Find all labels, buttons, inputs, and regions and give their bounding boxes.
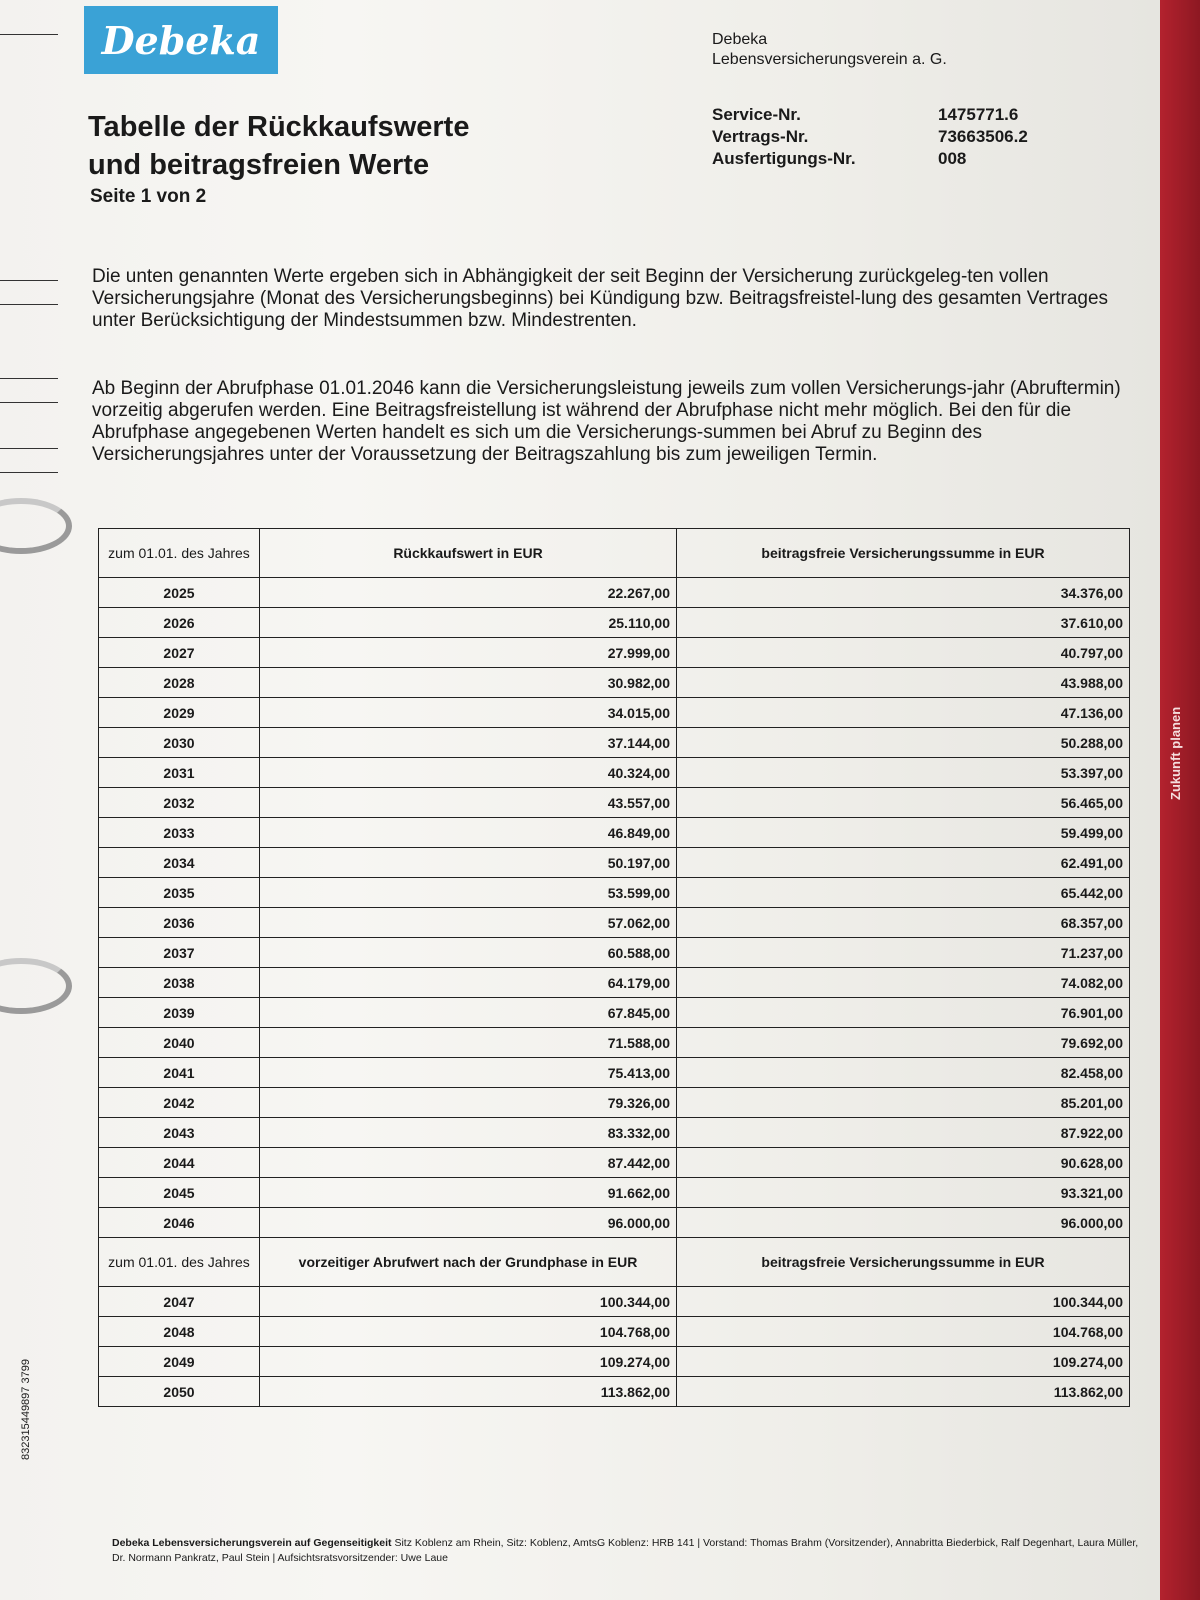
year-cell: 2049 [99, 1347, 260, 1377]
year-cell: 2028 [99, 668, 260, 698]
year-cell: 2048 [99, 1317, 260, 1347]
intro-paragraph: Die unten genannten Werte ergeben sich in Abhängigkeit der seit Beginn der Versicherung zurückgeleg-ten vollen Versicherungsjahre (Monat des Versicherungsbeginns) bei Kündigung bzw. Beitragsfreistel-lung des gesamten Vertrages unter Berücksichtigung der Mindestsummen bzw. Mindestrenten. [92, 266, 1109, 331]
table-header-row [99, 529, 1130, 578]
free-sum-cell: 47.136,00 [677, 698, 1130, 728]
year-cell: 2026 [99, 608, 260, 638]
table-row [99, 1347, 1130, 1377]
table-row [99, 698, 1130, 728]
value-cell: 46.849,00 [260, 818, 677, 848]
footer-company: Debeka Lebensversicherungsverein auf Gegenseitigkeit [112, 1537, 392, 1549]
value-cell: 96.000,00 [260, 1208, 677, 1238]
binder-cover-edge [1160, 0, 1200, 1600]
free-sum-cell: 82.458,00 [677, 1058, 1130, 1088]
value-cell: 83.332,00 [260, 1118, 677, 1148]
document-number: 832315449897 3799 [20, 1359, 32, 1460]
value-cell: 34.015,00 [260, 698, 677, 728]
year-cell: 2041 [99, 1058, 260, 1088]
free-sum-cell: 76.901,00 [677, 998, 1130, 1028]
company-address [712, 30, 947, 70]
year-cell: 2029 [99, 698, 260, 728]
value-cell: 71.588,00 [260, 1028, 677, 1058]
year-cell: 2038 [99, 968, 260, 998]
table-row [99, 1377, 1130, 1407]
free-sum-cell: 62.491,00 [677, 848, 1130, 878]
free-sum-cell: 104.768,00 [677, 1317, 1130, 1347]
meta-label: Service-Nr. [712, 105, 801, 124]
table-row [99, 668, 1130, 698]
meta-row [712, 126, 1028, 148]
binder-mark [0, 280, 58, 281]
title-line-1: Tabelle der Rückkaufswerte [88, 111, 470, 143]
free-sum-cell: 40.797,00 [677, 638, 1130, 668]
free-sum-cell: 96.000,00 [677, 1208, 1130, 1238]
value-cell: 40.324,00 [260, 758, 677, 788]
value-cell: 87.442,00 [260, 1148, 677, 1178]
table-row [99, 998, 1130, 1028]
year-cell: 2043 [99, 1118, 260, 1148]
page-title [88, 108, 469, 184]
value-cell: 37.144,00 [260, 728, 677, 758]
header-free-sum: beitragsfreie Versicherungssumme in EUR [677, 529, 1130, 578]
value-cell: 27.999,00 [260, 638, 677, 668]
year-cell: 2037 [99, 938, 260, 968]
table-header-row [99, 1238, 1130, 1287]
free-sum-cell: 100.344,00 [677, 1287, 1130, 1317]
debeka-logo: Debeka [84, 6, 278, 74]
year-cell: 2047 [99, 1287, 260, 1317]
year-cell: 2025 [99, 578, 260, 608]
binder-mark [0, 378, 58, 379]
table-row [99, 788, 1130, 818]
table-row [99, 1287, 1130, 1317]
value-cell: 100.344,00 [260, 1287, 677, 1317]
table-row [99, 908, 1130, 938]
table-row [99, 1118, 1130, 1148]
value-cell: 50.197,00 [260, 848, 677, 878]
binder-mark [0, 402, 58, 403]
company-name: Debeka [712, 31, 768, 48]
contract-meta [712, 104, 1028, 170]
table-row [99, 608, 1130, 638]
free-sum-cell: 50.288,00 [677, 728, 1130, 758]
free-sum-cell: 79.692,00 [677, 1028, 1130, 1058]
free-sum-cell: 93.321,00 [677, 1178, 1130, 1208]
year-cell: 2050 [99, 1377, 260, 1407]
meta-value: 73663506.2 [938, 127, 1028, 146]
free-sum-cell: 59.499,00 [677, 818, 1130, 848]
value-cell: 113.862,00 [260, 1377, 677, 1407]
free-sum-cell: 87.922,00 [677, 1118, 1130, 1148]
table-row [99, 1148, 1130, 1178]
year-cell: 2035 [99, 878, 260, 908]
free-sum-cell: 34.376,00 [677, 578, 1130, 608]
free-sum-cell: 74.082,00 [677, 968, 1130, 998]
header-value: vorzeitiger Abrufwert nach der Grundphase in EUR [260, 1238, 677, 1287]
value-cell: 57.062,00 [260, 908, 677, 938]
footer [112, 1536, 1152, 1566]
table-row [99, 1178, 1130, 1208]
free-sum-cell: 109.274,00 [677, 1347, 1130, 1377]
value-cell: 91.662,00 [260, 1178, 677, 1208]
title-line-2: und beitragsfreien Werte [88, 149, 430, 181]
binder-mark [0, 472, 58, 473]
table-row [99, 1208, 1130, 1238]
meta-value: 008 [938, 149, 967, 168]
year-cell: 2039 [99, 998, 260, 1028]
free-sum-cell: 37.610,00 [677, 608, 1130, 638]
table-row [99, 878, 1130, 908]
company-legal-name: Lebensversicherungsverein a. G. [712, 51, 947, 68]
meta-value: 1475771.6 [938, 105, 1019, 124]
free-sum-cell: 113.862,00 [677, 1377, 1130, 1407]
year-cell: 2040 [99, 1028, 260, 1058]
table-row [99, 1028, 1130, 1058]
year-cell: 2030 [99, 728, 260, 758]
binder-mark [0, 448, 58, 449]
table-row [99, 848, 1130, 878]
cover-slogan: Zukunft planen [1168, 706, 1183, 800]
free-sum-cell: 71.237,00 [677, 938, 1130, 968]
year-cell: 2045 [99, 1178, 260, 1208]
free-sum-cell: 43.988,00 [677, 668, 1130, 698]
free-sum-cell: 85.201,00 [677, 1088, 1130, 1118]
meta-label: Vertrags-Nr. [712, 127, 809, 146]
table-row [99, 938, 1130, 968]
page-number: Seite 1 von 2 [90, 186, 207, 207]
header-value: Rückkaufswert in EUR [260, 529, 677, 578]
table-row [99, 758, 1130, 788]
value-cell: 60.588,00 [260, 938, 677, 968]
value-cell: 75.413,00 [260, 1058, 677, 1088]
values-table [98, 528, 1130, 1407]
table-row [99, 638, 1130, 668]
abrufphase-paragraph: Ab Beginn der Abrufphase 01.01.2046 kann die Versicherungsleistung jeweils zum vollen Versicherungs-jahr (Abruftermin) vorzeitig abgerufen werden. Eine Beitragsfreistellung ist während der Abrufphase nicht mehr möglich. Bei den für die Abrufphase angegebenen Werten handelt es sich um die Versicherungs-summen bei Abruf zu Beginn des Versicherungsjahres unter der Voraussetzung der Beitragszahlung bis zum jeweiligen Termin. [92, 378, 1121, 465]
header-free-sum: beitragsfreie Versicherungssumme in EUR [677, 1238, 1130, 1287]
binder-mark [0, 304, 58, 305]
year-cell: 2046 [99, 1208, 260, 1238]
table-row [99, 968, 1130, 998]
footer-details: Sitz Koblenz am Rhein, Sitz: Koblenz, AmtsG Koblenz: HRB 141 | Vorstand: Thomas Brahm (Vorsitzender), Annabritta Biederbick, Ralf Degenhart, Laura Müller, Dr. Normann Pankratz, Paul Stein | Aufsichtsratsvorsitzender: Uwe Laue [112, 1537, 1139, 1564]
value-cell: 25.110,00 [260, 608, 677, 638]
year-cell: 2033 [99, 818, 260, 848]
free-sum-cell: 90.628,00 [677, 1148, 1130, 1178]
free-sum-cell: 68.357,00 [677, 908, 1130, 938]
header-year: zum 01.01. des Jahres [99, 1238, 260, 1287]
meta-row [712, 104, 1028, 126]
meta-row [712, 148, 1028, 170]
value-cell: 109.274,00 [260, 1347, 677, 1377]
table-row [99, 578, 1130, 608]
value-cell: 64.179,00 [260, 968, 677, 998]
value-cell: 79.326,00 [260, 1088, 677, 1118]
free-sum-cell: 56.465,00 [677, 788, 1130, 818]
table-row [99, 1058, 1130, 1088]
free-sum-cell: 53.397,00 [677, 758, 1130, 788]
value-cell: 43.557,00 [260, 788, 677, 818]
table-row [99, 1317, 1130, 1347]
table-row [99, 1088, 1130, 1118]
header-year: zum 01.01. des Jahres [99, 529, 260, 578]
value-cell: 22.267,00 [260, 578, 677, 608]
year-cell: 2034 [99, 848, 260, 878]
value-cell: 30.982,00 [260, 668, 677, 698]
table-row [99, 728, 1130, 758]
value-cell: 67.845,00 [260, 998, 677, 1028]
year-cell: 2031 [99, 758, 260, 788]
year-cell: 2042 [99, 1088, 260, 1118]
table-row [99, 818, 1130, 848]
year-cell: 2044 [99, 1148, 260, 1178]
value-cell: 104.768,00 [260, 1317, 677, 1347]
free-sum-cell: 65.442,00 [677, 878, 1130, 908]
meta-label: Ausfertigungs-Nr. [712, 149, 856, 168]
binder-mark [0, 34, 58, 35]
year-cell: 2036 [99, 908, 260, 938]
year-cell: 2032 [99, 788, 260, 818]
value-cell: 53.599,00 [260, 878, 677, 908]
year-cell: 2027 [99, 638, 260, 668]
